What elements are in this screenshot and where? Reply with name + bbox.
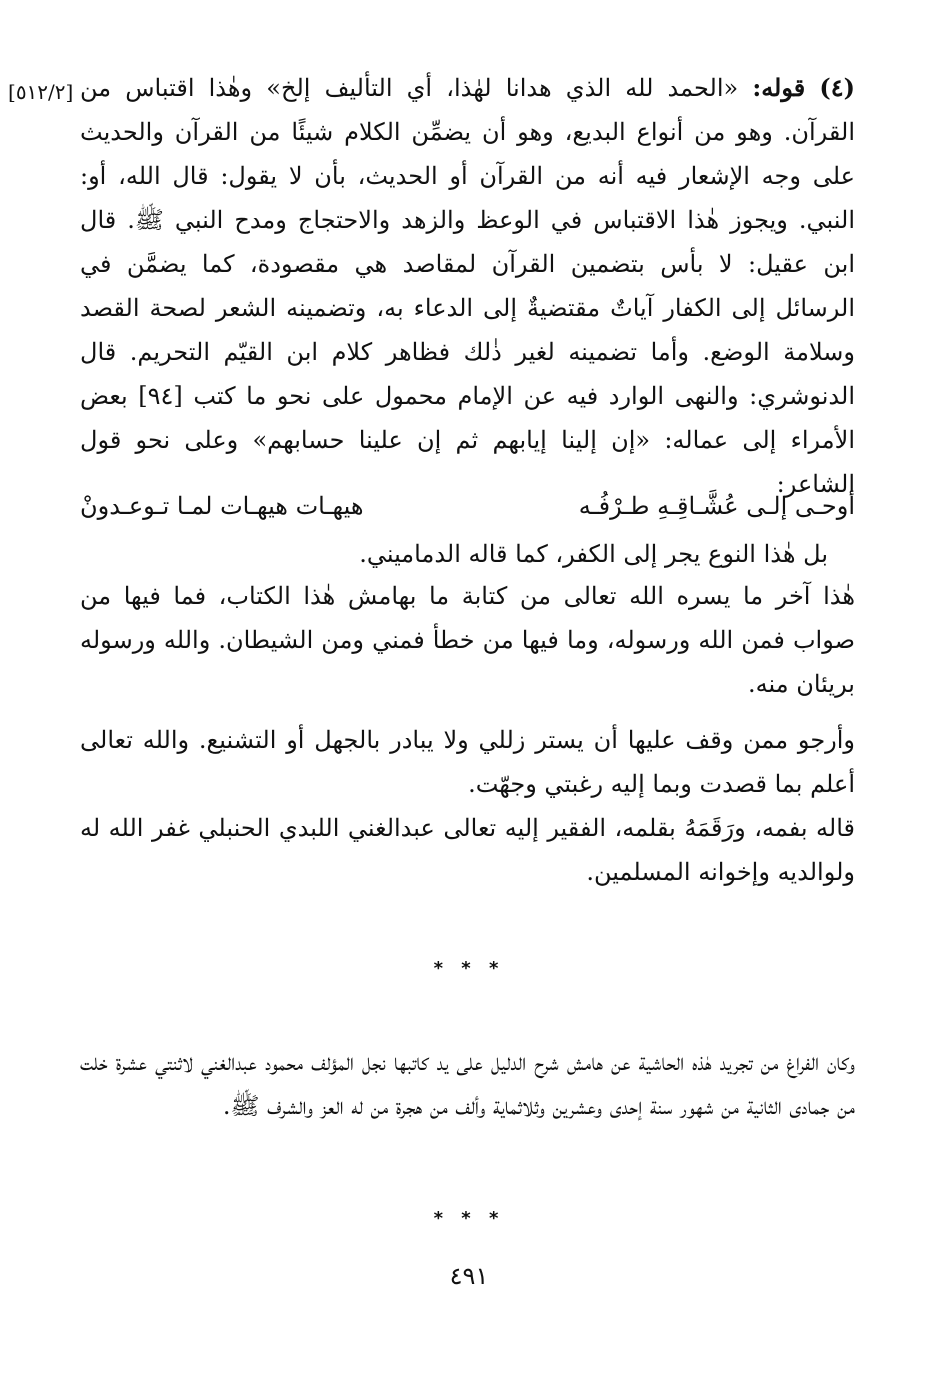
colophon-paragraph: وكان الفراغ من تجريد هٰذه الحاشية عن هامش شرح الدليل على يد كاتبها نجل المؤلف محمود عبدالغني لاثنتي عشرة خلت من جمادى الثانية من شهور سنة إحدى وعشرين وثلاثماية وألف من هجرة من له العز والشرف ﷺ. — [80, 1048, 855, 1120]
closing-paragraph-3: قاله بفمه، ورَقَمَهُ بقلمه، الفقير إليه تعالى عبدالغني اللبدي الحنبلي غفر الله له ولوالديه وإخوانه المسلمين. — [80, 814, 855, 886]
footnote-number: (٤) — [819, 73, 855, 102]
closing-paragraph-2: وأرجو ممن وقف عليها أن يستر زللي ولا يبادر بالجهل أو التشنيع. والله تعالى أعلم بما قصدت وبما إليه رغبتي وجهّت. — [80, 726, 855, 798]
margin-page-reference: [٥١٢/٢] — [8, 80, 74, 104]
section-divider: * * * — [433, 1208, 505, 1229]
closing-paragraph-1: هٰذا آخر ما يسره الله تعالى من كتابة ما بهامش هٰذا الكتاب، فما فيها من صواب فمن الله ورسوله، وما فيها من خطأ فمني ومن الشيطان. والله ورسوله بريئان منه. — [80, 582, 855, 698]
page-number: ٤٩١ — [449, 1262, 489, 1290]
poem-first-hemistich: أوحـى إلـى عُشَّـاقِـهِ طـرْفُـه — [578, 492, 855, 520]
poem-verse — [80, 484, 855, 528]
poem-second-hemistich: هيهـات هيهـات لمـا تـوعـدونْ — [80, 492, 364, 520]
section-divider: * * * — [433, 958, 505, 979]
footnote-text: «الحمد لله الذي هدانا لهٰذا، أي التأليف إلخ» وهٰذا اقتباس من القرآن. وهو من أنواع البديع، وهو أن يضمِّن الكلام شيئًا من القرآن والحديث على وجه الإشعار فيه أنه من القرآن أو الحديث، بأن لا يقول: قال الله، أو: النبي. ويجوز هٰذا الاقتباس في الوعظ والزهد والاحتجاج ومدح النبي ﷺ. قال ابن عقيل: لا بأس بتضمين القرآن لمقاصد هي مقصودة، كما يضمَّن في الرسائل إلى الكفار آياتٌ مقتضيةٌ إلى الدعاء به، وتضمينه الشعر لصحة القصد وسلامة الوضع. وأما تضمينه لغير ذٰلك فظاهر كلام ابن القيّم التحريم. قال الدنوشري: والنهى الوارد فيه عن الإمام محمول على نحو ما كتب [٩٤] بعض الأمراء إلى عماله: «إن إلينا إيابهم ثم إن علينا حسابهم» وعلى نحو قول الشاعر: — [80, 74, 856, 498]
footnote-paragraph — [80, 66, 855, 506]
footnote-label: قوله: — [752, 73, 806, 102]
after-poem-line: بل هٰذا النوع يجر إلى الكفر، كما قاله الدماميني. — [359, 540, 828, 568]
